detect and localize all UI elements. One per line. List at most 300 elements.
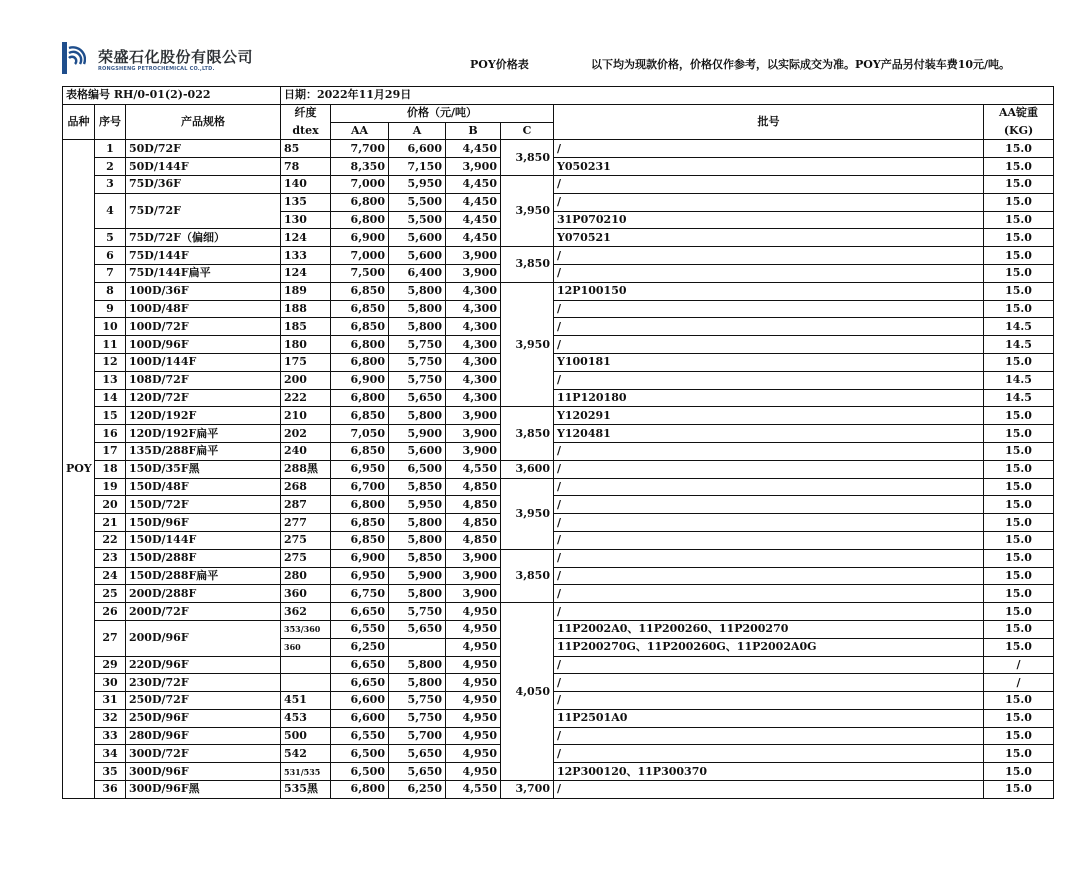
company-name-en: RONGSHENG PETROCHEMICAL CO.,LTD. [98,66,215,72]
batch-cell: / [554,318,984,336]
dtex-cell: 85 [281,140,331,158]
table-row [63,229,1054,247]
dtex-cell: 288黑 [281,460,331,478]
table-row [63,460,1054,478]
weight-cell: 15.0 [984,158,1054,176]
dtex-cell: 78 [281,158,331,176]
price-aa-cell: 6,550 [331,620,389,638]
price-a-cell: 5,650 [389,389,446,407]
price-aa-cell: 7,500 [331,264,389,282]
table-row [63,620,1054,638]
batch-cell: 31P070210 [554,211,984,229]
price-c-cell: 3,850 [501,549,554,602]
seq-cell: 18 [95,460,126,478]
col-weight-bottom: (KG) [984,122,1054,140]
price-b-cell: 4,850 [446,496,501,514]
price-a-cell: 5,850 [389,478,446,496]
col-c: C [501,122,554,140]
col-batch: 批号 [554,104,984,140]
dtex-cell: 362 [281,603,331,621]
price-aa-cell: 6,800 [331,496,389,514]
price-b-cell: 3,900 [446,407,501,425]
price-a-cell: 5,900 [389,567,446,585]
seq-cell: 20 [95,496,126,514]
seq-cell: 29 [95,656,126,674]
col-variety: 品种 [63,104,95,140]
dtex-cell: 268 [281,478,331,496]
price-a-cell: 5,750 [389,603,446,621]
weight-cell: / [984,656,1054,674]
price-c-cell: 3,850 [501,247,554,283]
weight-cell: 15.0 [984,745,1054,763]
weight-cell: 15.0 [984,638,1054,656]
spec-cell: 300D/96F [126,763,281,781]
seq-cell: 27 [95,620,126,656]
price-b-cell: 4,850 [446,478,501,496]
table-row [63,567,1054,585]
batch-cell: / [554,140,984,158]
seq-cell: 17 [95,442,126,460]
batch-cell: Y050231 [554,158,984,176]
seq-cell: 23 [95,549,126,567]
spec-cell: 75D/72F [126,193,281,229]
spec-cell: 300D/96F黑 [126,781,281,799]
seq-cell: 31 [95,692,126,710]
dtex-cell: 202 [281,425,331,443]
price-a-cell: 5,700 [389,727,446,745]
price-a-cell: 7,150 [389,158,446,176]
price-a-cell: 5,800 [389,514,446,532]
price-aa-cell: 6,650 [331,656,389,674]
price-aa-cell: 6,950 [331,460,389,478]
spec-cell: 150D/96F [126,514,281,532]
table-row [63,140,1054,158]
form-info-row [63,87,1054,105]
table-row [63,425,1054,443]
spec-cell: 280D/96F [126,727,281,745]
price-b-cell: 4,950 [446,692,501,710]
spec-cell: 250D/96F [126,709,281,727]
seq-cell: 25 [95,585,126,603]
seq-cell: 11 [95,336,126,354]
dtex-cell: 453 [281,709,331,727]
price-aa-cell: 6,650 [331,603,389,621]
weight-cell: 15.0 [984,300,1054,318]
spec-cell: 150D/144F [126,531,281,549]
price-aa-cell: 6,800 [331,781,389,799]
dtex-cell: 280 [281,567,331,585]
price-a-cell: 5,800 [389,318,446,336]
batch-cell: / [554,531,984,549]
price-a-cell: 5,800 [389,656,446,674]
price-b-cell: 4,950 [446,638,501,656]
seq-cell: 10 [95,318,126,336]
price-b-cell: 4,850 [446,514,501,532]
batch-cell: / [554,300,984,318]
table-row [63,442,1054,460]
price-b-cell: 4,300 [446,282,501,300]
price-aa-cell: 6,850 [331,514,389,532]
spec-cell: 200D/72F [126,603,281,621]
price-aa-cell: 6,500 [331,763,389,781]
weight-cell: 15.0 [984,620,1054,638]
price-aa-cell: 6,250 [331,638,389,656]
dtex-cell: 500 [281,727,331,745]
spec-cell: 75D/72F（偏细） [126,229,281,247]
table-row [63,709,1054,727]
price-aa-cell: 6,700 [331,478,389,496]
dtex-cell: 535黑 [281,781,331,799]
price-aa-cell: 7,700 [331,140,389,158]
spec-cell: 100D/48F [126,300,281,318]
price-b-cell: 4,950 [446,727,501,745]
batch-cell: / [554,656,984,674]
seq-cell: 21 [95,514,126,532]
price-a-cell: 5,600 [389,442,446,460]
dtex-cell: 210 [281,407,331,425]
price-aa-cell: 6,600 [331,709,389,727]
batch-cell: / [554,264,984,282]
seq-cell: 19 [95,478,126,496]
batch-cell: 11P2501A0 [554,709,984,727]
table-row [63,656,1054,674]
batch-cell: / [554,781,984,799]
weight-cell: 15.0 [984,460,1054,478]
table-row [63,496,1054,514]
dtex-cell: 133 [281,247,331,265]
weight-cell: 15.0 [984,193,1054,211]
weight-cell: 15.0 [984,353,1054,371]
batch-cell: / [554,567,984,585]
document-title: POY价格表 [470,58,529,71]
price-aa-cell: 7,000 [331,247,389,265]
price-b-cell: 4,300 [446,371,501,389]
batch-cell: 12P100150 [554,282,984,300]
seq-cell: 7 [95,264,126,282]
seq-cell: 34 [95,745,126,763]
spec-cell: 120D/72F [126,389,281,407]
price-aa-cell: 6,800 [331,193,389,211]
price-a-cell: 5,800 [389,531,446,549]
price-a-cell: 5,750 [389,692,446,710]
seq-cell: 35 [95,763,126,781]
table-row [63,247,1054,265]
price-b-cell: 4,550 [446,781,501,799]
price-c-cell: 3,850 [501,140,554,176]
batch-cell: / [554,692,984,710]
price-b-cell: 4,950 [446,763,501,781]
price-c-cell: 4,050 [501,603,554,781]
table-row [63,781,1054,799]
price-b-cell: 4,300 [446,318,501,336]
price-aa-cell: 6,850 [331,318,389,336]
weight-cell: 15.0 [984,567,1054,585]
spec-cell: 150D/72F [126,496,281,514]
price-aa-cell: 6,650 [331,674,389,692]
batch-cell: Y070521 [554,229,984,247]
price-aa-cell: 6,850 [331,407,389,425]
weight-cell: 15.0 [984,140,1054,158]
dtex-cell: 451 [281,692,331,710]
variety-cell: POY [63,140,95,798]
seq-cell: 16 [95,425,126,443]
table-row [63,745,1054,763]
price-aa-cell: 6,550 [331,727,389,745]
price-a-cell: 5,650 [389,745,446,763]
price-a-cell: 5,750 [389,336,446,354]
dtex-cell: 180 [281,336,331,354]
col-dtex-bottom: dtex [281,122,331,140]
price-a-cell: 6,400 [389,264,446,282]
col-a: A [389,122,446,140]
table-row [63,603,1054,621]
dtex-cell: 135 [281,193,331,211]
weight-cell: 15.0 [984,442,1054,460]
seq-cell: 9 [95,300,126,318]
seq-cell: 4 [95,193,126,229]
price-a-cell: 5,650 [389,620,446,638]
price-b-cell: 4,950 [446,745,501,763]
weight-cell: / [984,674,1054,692]
batch-cell: / [554,549,984,567]
col-weight-top: AA锭重 [984,104,1054,122]
price-b-cell: 4,300 [446,389,501,407]
price-b-cell: 3,900 [446,567,501,585]
seq-cell: 24 [95,567,126,585]
dtex-cell: 175 [281,353,331,371]
price-b-cell: 4,450 [446,211,501,229]
weight-cell: 15.0 [984,247,1054,265]
price-b-cell: 4,450 [446,229,501,247]
table-row [63,371,1054,389]
price-notice: 以下均为现款价格，价格仅作参考，以实际成交为准。POY产品另付装车费10元/吨。 [591,58,1011,71]
col-dtex-top: 纤度 [281,104,331,122]
form-number: 表格编号 RH/0-01(2)-022 [63,87,281,105]
dtex-cell: 185 [281,318,331,336]
price-b-cell: 3,900 [446,425,501,443]
price-a-cell: 6,600 [389,140,446,158]
spec-cell: 100D/96F [126,336,281,354]
price-a-cell: 5,650 [389,763,446,781]
dtex-cell: 277 [281,514,331,532]
price-b-cell: 4,450 [446,175,501,193]
company-logo [62,42,254,74]
col-b: B [446,122,501,140]
price-b-cell: 4,450 [446,193,501,211]
table-row [63,175,1054,193]
weight-cell: 15.0 [984,282,1054,300]
price-b-cell: 4,300 [446,300,501,318]
spec-cell: 75D/144F [126,247,281,265]
table-row [63,692,1054,710]
price-c-cell: 3,950 [501,175,554,246]
price-a-cell: 5,800 [389,674,446,692]
price-a-cell: 5,600 [389,229,446,247]
price-b-cell: 4,950 [446,709,501,727]
dtex-cell: 287 [281,496,331,514]
weight-cell: 15.0 [984,549,1054,567]
seq-cell: 8 [95,282,126,300]
table-row [63,300,1054,318]
table-row [63,158,1054,176]
dtex-cell: 360 [281,638,331,656]
weight-cell: 15.0 [984,763,1054,781]
price-b-cell: 4,950 [446,656,501,674]
batch-cell: Y120481 [554,425,984,443]
weight-cell: 15.0 [984,709,1054,727]
batch-cell: / [554,371,984,389]
seq-cell: 26 [95,603,126,621]
table-row [63,585,1054,603]
dtex-cell: 124 [281,229,331,247]
price-a-cell: 5,900 [389,425,446,443]
spec-cell: 135D/288F扁平 [126,442,281,460]
batch-cell: / [554,496,984,514]
weight-cell: 14.5 [984,371,1054,389]
price-aa-cell: 6,850 [331,531,389,549]
price-aa-cell: 7,050 [331,425,389,443]
spec-cell: 300D/72F [126,745,281,763]
weight-cell: 15.0 [984,229,1054,247]
price-a-cell: 5,750 [389,709,446,727]
spec-cell: 230D/72F [126,674,281,692]
batch-cell: / [554,674,984,692]
weight-cell: 14.5 [984,389,1054,407]
batch-cell: 11P200270G、11P200260G、11P2002A0G [554,638,984,656]
seq-cell: 6 [95,247,126,265]
column-header-row-1 [63,104,1054,122]
dtex-cell: 124 [281,264,331,282]
rongsheng-logo-icon [62,42,86,74]
batch-cell: / [554,175,984,193]
dtex-cell: 240 [281,442,331,460]
price-a-cell: 5,800 [389,407,446,425]
price-b-cell: 4,850 [446,531,501,549]
seq-cell: 36 [95,781,126,799]
form-date: 日期：2022年11月29日 [281,87,1054,105]
price-b-cell: 3,900 [446,247,501,265]
price-a-cell: 5,600 [389,247,446,265]
price-a-cell: 5,950 [389,496,446,514]
price-a-cell: 5,800 [389,282,446,300]
table-row [63,193,1054,211]
price-a-cell: 5,500 [389,193,446,211]
price-aa-cell: 6,750 [331,585,389,603]
dtex-cell: 353/360 [281,620,331,638]
weight-cell: 15.0 [984,407,1054,425]
price-b-cell: 4,300 [446,336,501,354]
seq-cell: 22 [95,531,126,549]
table-row [63,282,1054,300]
price-table [62,86,1054,799]
seq-cell: 1 [95,140,126,158]
price-aa-cell: 6,600 [331,692,389,710]
spec-cell: 200D/288F [126,585,281,603]
company-name-cn: 荣盛石化股份有限公司 [98,48,254,66]
batch-cell: / [554,514,984,532]
col-spec: 产品规格 [126,104,281,140]
price-a-cell: 5,500 [389,211,446,229]
price-b-cell: 3,900 [446,264,501,282]
price-aa-cell: 6,900 [331,549,389,567]
weight-cell: 15.0 [984,496,1054,514]
seq-cell: 33 [95,727,126,745]
weight-cell: 15.0 [984,264,1054,282]
weight-cell: 15.0 [984,781,1054,799]
dtex-cell: 140 [281,175,331,193]
table-row [63,407,1054,425]
weight-cell: 15.0 [984,425,1054,443]
batch-cell: / [554,585,984,603]
batch-cell: Y100181 [554,353,984,371]
batch-cell: Y120291 [554,407,984,425]
spec-cell: 220D/96F [126,656,281,674]
weight-cell: 14.5 [984,336,1054,354]
price-aa-cell: 6,800 [331,353,389,371]
weight-cell: 15.0 [984,211,1054,229]
price-b-cell: 4,950 [446,674,501,692]
price-b-cell: 4,300 [446,353,501,371]
batch-cell: / [554,478,984,496]
dtex-cell [281,674,331,692]
price-a-cell: 5,800 [389,585,446,603]
dtex-cell: 275 [281,531,331,549]
price-a-cell: 6,500 [389,460,446,478]
dtex-cell: 275 [281,549,331,567]
weight-cell: 15.0 [984,603,1054,621]
batch-cell: / [554,727,984,745]
dtex-cell: 531/535 [281,763,331,781]
price-aa-cell: 6,850 [331,442,389,460]
seq-cell: 3 [95,175,126,193]
spec-cell: 100D/72F [126,318,281,336]
seq-cell: 30 [95,674,126,692]
price-b-cell: 3,900 [446,442,501,460]
table-row [63,478,1054,496]
price-a-cell: 5,950 [389,175,446,193]
weight-cell: 15.0 [984,692,1054,710]
batch-cell: / [554,336,984,354]
col-price-group: 价格（元/吨） [331,104,554,122]
table-row [63,353,1054,371]
table-row [63,727,1054,745]
table-row [63,674,1054,692]
dtex-cell: 360 [281,585,331,603]
table-row [63,531,1054,549]
dtex-cell: 542 [281,745,331,763]
batch-cell: / [554,460,984,478]
seq-cell: 13 [95,371,126,389]
spec-cell: 150D/48F [126,478,281,496]
spec-cell: 50D/72F [126,140,281,158]
price-c-cell: 3,850 [501,407,554,460]
price-b-cell: 3,900 [446,158,501,176]
spec-cell: 75D/36F [126,175,281,193]
dtex-cell: 200 [281,371,331,389]
table-row [63,264,1054,282]
weight-cell: 15.0 [984,727,1054,745]
weight-cell: 15.0 [984,175,1054,193]
price-aa-cell: 6,800 [331,389,389,407]
table-row [63,389,1054,407]
spec-cell: 108D/72F [126,371,281,389]
weight-cell: 15.0 [984,514,1054,532]
table-row [63,549,1054,567]
price-b-cell: 4,450 [446,140,501,158]
price-aa-cell: 8,350 [331,158,389,176]
weight-cell: 15.0 [984,478,1054,496]
spec-cell: 150D/288F [126,549,281,567]
